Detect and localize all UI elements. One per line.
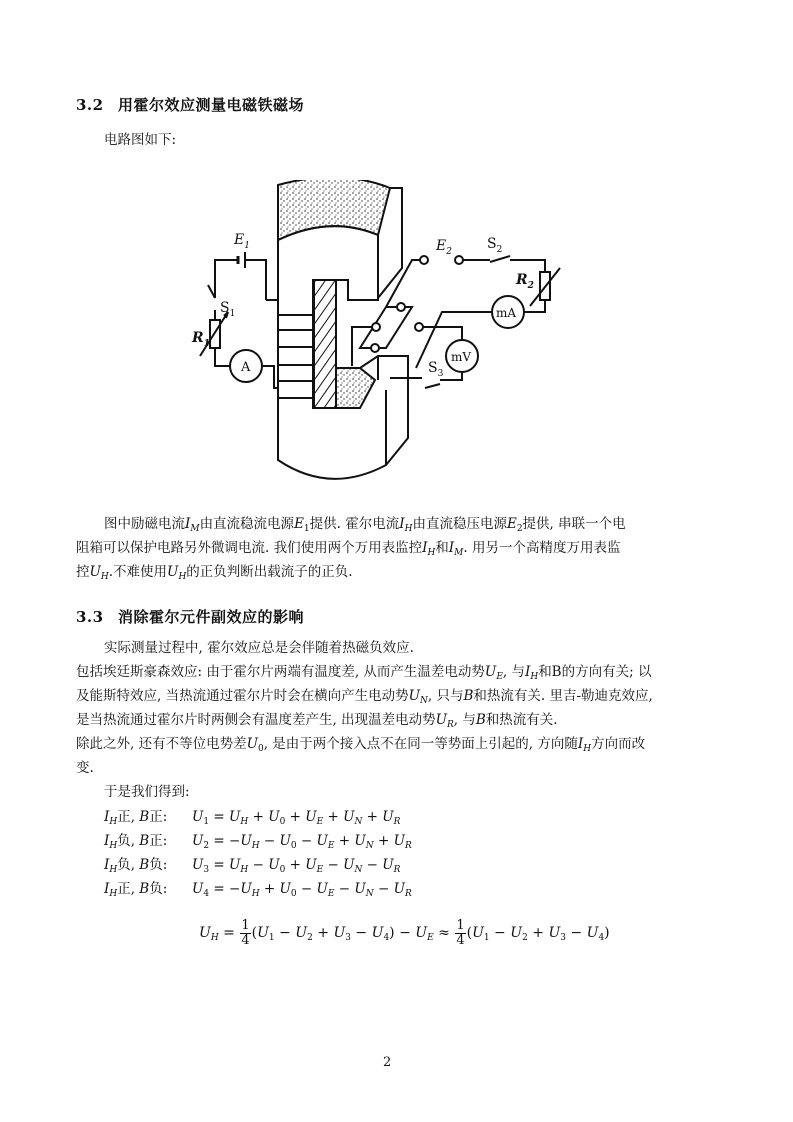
section-number: 3.2 — [76, 96, 104, 114]
section-heading-3-2 — [76, 94, 304, 115]
diagram-intro: 电路图如下: — [104, 132, 177, 148]
section-title: 用霍尔效应测量电磁铁磁场 — [118, 96, 305, 114]
label-R1: $R_1$ — [192, 330, 210, 349]
equation-row — [104, 805, 400, 829]
paragraph-2-line-2: 包括埃廷斯豪森效应: 由于霍尔片两端有温度差, 从而产生温差电动势$U_E$, 与$I_H$和B的方向有关; 以 — [76, 664, 652, 682]
ammeter-label: A — [241, 360, 251, 375]
equation-condition: $I_H$正, B负: — [104, 881, 168, 899]
section-heading-3-3 — [76, 606, 304, 627]
equation-row — [104, 877, 412, 901]
paragraph-2-line-6: 变. — [76, 760, 94, 776]
pole-piece — [314, 280, 336, 408]
milliammeter-label: mA — [496, 306, 517, 320]
label-S2: $S_2$ — [487, 236, 503, 255]
label-E1: $E_1$ — [234, 232, 250, 251]
equation-body: $U_4 = -U_H + U_0 - U_E - U_N - U_R$ — [192, 881, 412, 899]
label-R2: $R_2$ — [516, 272, 534, 291]
equation-row — [104, 829, 412, 853]
paragraph-1-line-1: 图中励磁电流$I_M$由直流稳流电源$E_1$提供. 霍尔电流$I_H$由直流稳压电源$E_2$提供, 串联一个电 — [104, 516, 626, 534]
label-S1: $S_1$ — [220, 300, 236, 319]
paragraph-2-line-5: 除此之外, 还有不等位电势差$U_0$, 是由于两个接入点不在同一等势面上引起的, 方向随$I_H$方向而改 — [76, 736, 646, 754]
hall-circuit — [352, 256, 560, 388]
final-equation: $U_H$ = $\frac{1}{4}$ $(U_1 - U_2 + U_3 - U_4) - U_E$ ≈ $\frac{1}{4}$ $(U_1 - U_2 + U_3 - U_4)$ — [199, 917, 610, 948]
paragraph-2-line-4: 是当热流通过霍尔片时两侧会有温度差产生, 出现温差电动势$U_R$, 与B和热流有关. — [76, 712, 558, 730]
equation-body: $U_2 = -U_H - U_0 - U_E + U_N + U_R$ — [192, 833, 412, 851]
equation-condition: $I_H$负, B正: — [104, 833, 168, 851]
fraction-one-quarter: $\frac{1}{4}$ — [456, 917, 465, 948]
excitation-circuit — [200, 252, 278, 388]
page-number: 2 — [383, 1055, 392, 1070]
label-S3: $S_3$ — [428, 360, 444, 379]
equation-body: $U_1 = U_H + U_0 + U_E + U_N + U_R$ — [192, 809, 401, 827]
section-number: 3.3 — [76, 608, 104, 626]
equation-body: $U_3 = U_H - U_0 + U_E - U_N - U_R$ — [192, 857, 401, 875]
label-E2: $E_2$ — [436, 238, 452, 257]
paragraph-2-line-7: 于是我们得到: — [104, 784, 190, 800]
magnet-lower-pole — [336, 368, 375, 408]
paragraph-2-line-3: 及能斯特效应, 当热流通过霍尔片时会在横向产生电动势$U_N$, 只与B和热流有关. 里吉-勒迪克效应, — [76, 688, 653, 706]
equation-condition: $I_H$正, B正: — [104, 809, 168, 827]
millivoltmeter-label: mV — [451, 350, 472, 364]
section-title: 消除霍尔元件副效应的影响 — [118, 608, 305, 626]
paragraph-2-line-1: 实际测量过程中, 霍尔效应总是会伴随着热磁负效应. — [104, 640, 414, 656]
hall-effect-circuit-diagram — [190, 180, 570, 500]
equation-condition: $I_H$负, B负: — [104, 857, 168, 875]
paragraph-1-line-3: 控$U_H$.不难使用$U_H$的正负判断出载流子的正负. — [76, 564, 353, 582]
fraction-one-quarter: $\frac{1}{4}$ — [241, 917, 250, 948]
equation-row — [104, 853, 400, 877]
paragraph-1-line-2: 阻箱可以保护电路另外微调电流. 我们使用两个万用表监控$I_H$和$I_M$. 用另一个高精度万用表监 — [76, 540, 621, 558]
hall-probe — [360, 356, 408, 465]
